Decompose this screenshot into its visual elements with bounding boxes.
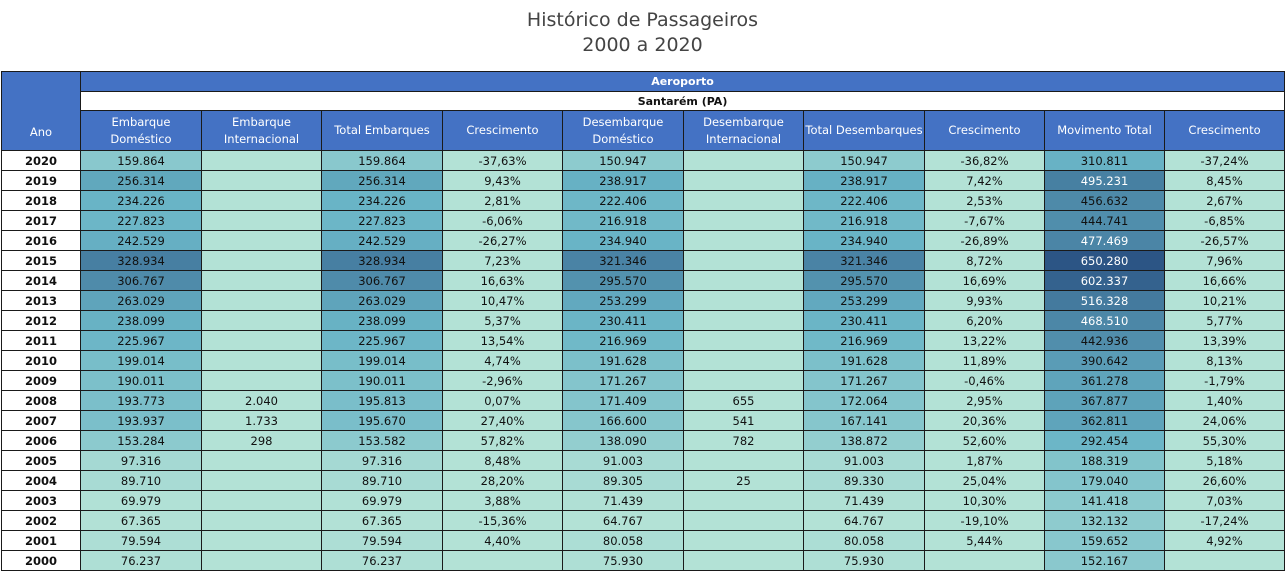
year-cell: 2019	[2, 171, 81, 191]
cell-total-emb: 159.864	[322, 151, 443, 171]
cell-mov-total: 310.811	[1045, 151, 1165, 171]
cell-emb-dom: 306.767	[81, 271, 202, 291]
table-row	[2, 551, 1285, 571]
cell-total-emb: 67.365	[322, 511, 443, 531]
cell-des-int	[684, 371, 804, 391]
cell-emb-dom: 263.029	[81, 291, 202, 311]
table-row	[2, 291, 1285, 311]
cell-cresc-emb: -2,96%	[443, 371, 563, 391]
cell-cresc-emb: 4,40%	[443, 531, 563, 551]
cell-cresc-emb: 9,43%	[443, 171, 563, 191]
airport-name-header: Santarém (PA)	[81, 92, 1285, 111]
cell-cresc-mov: 1,40%	[1165, 391, 1285, 411]
cell-emb-int	[202, 291, 322, 311]
cell-des-dom: 150.947	[563, 151, 684, 171]
year-cell: 2020	[2, 151, 81, 171]
cell-emb-int	[202, 511, 322, 531]
cell-des-int	[684, 311, 804, 331]
cell-des-int: 25	[684, 471, 804, 491]
cell-cresc-emb: 13,54%	[443, 331, 563, 351]
cell-total-des: 191.628	[804, 351, 925, 371]
cell-des-dom: 321.346	[563, 251, 684, 271]
cell-total-des: 91.003	[804, 451, 925, 471]
cell-total-emb: 242.529	[322, 231, 443, 251]
cell-emb-int	[202, 331, 322, 351]
cell-cresc-des: -7,67%	[925, 211, 1045, 231]
cell-des-int	[684, 291, 804, 311]
cell-emb-int	[202, 231, 322, 251]
cell-total-des: 138.872	[804, 431, 925, 451]
year-cell: 2018	[2, 191, 81, 211]
table-row	[2, 231, 1285, 251]
cell-des-dom: 171.409	[563, 391, 684, 411]
cell-des-int	[684, 531, 804, 551]
cell-total-emb: 89.710	[322, 471, 443, 491]
cell-emb-dom: 227.823	[81, 211, 202, 231]
cell-total-emb: 238.099	[322, 311, 443, 331]
cell-cresc-mov: 13,39%	[1165, 331, 1285, 351]
cell-emb-int	[202, 351, 322, 371]
cell-total-emb: 190.011	[322, 371, 443, 391]
cell-total-emb: 79.594	[322, 531, 443, 551]
table-row	[2, 251, 1285, 271]
table-row	[2, 371, 1285, 391]
table-row	[2, 211, 1285, 231]
cell-emb-int	[202, 251, 322, 271]
year-cell: 2005	[2, 451, 81, 471]
cell-cresc-emb: -15,36%	[443, 511, 563, 531]
cell-mov-total: 367.877	[1045, 391, 1165, 411]
cell-mov-total: 444.741	[1045, 211, 1165, 231]
year-header: Ano	[2, 72, 81, 151]
cell-des-int: 541	[684, 411, 804, 431]
cell-cresc-des: 2,53%	[925, 191, 1045, 211]
cell-cresc-des: -26,89%	[925, 231, 1045, 251]
cell-cresc-emb: 57,82%	[443, 431, 563, 451]
year-cell: 2016	[2, 231, 81, 251]
cell-emb-dom: 89.710	[81, 471, 202, 491]
cell-des-int: 655	[684, 391, 804, 411]
cell-mov-total: 456.632	[1045, 191, 1165, 211]
cell-emb-int	[202, 531, 322, 551]
cell-emb-dom: 67.365	[81, 511, 202, 531]
table-row	[2, 491, 1285, 511]
cell-total-des: 75.930	[804, 551, 925, 571]
cell-cresc-emb: -37,63%	[443, 151, 563, 171]
table-row	[2, 331, 1285, 351]
year-cell: 2010	[2, 351, 81, 371]
year-cell: 2001	[2, 531, 81, 551]
cell-des-int	[684, 511, 804, 531]
cell-total-emb: 199.014	[322, 351, 443, 371]
cell-cresc-des: 7,42%	[925, 171, 1045, 191]
cell-mov-total: 468.510	[1045, 311, 1165, 331]
cell-emb-dom: 328.934	[81, 251, 202, 271]
cell-total-emb: 306.767	[322, 271, 443, 291]
table-row	[2, 391, 1285, 411]
cell-mov-total: 141.418	[1045, 491, 1165, 511]
cell-total-des: 321.346	[804, 251, 925, 271]
cell-cresc-des: 16,69%	[925, 271, 1045, 291]
cell-des-int	[684, 331, 804, 351]
cell-total-emb: 153.582	[322, 431, 443, 451]
cell-emb-dom: 193.937	[81, 411, 202, 431]
cell-emb-dom: 225.967	[81, 331, 202, 351]
year-cell: 2007	[2, 411, 81, 431]
cell-total-des: 216.969	[804, 331, 925, 351]
cell-total-emb: 225.967	[322, 331, 443, 351]
cell-des-dom: 216.969	[563, 331, 684, 351]
cell-cresc-mov: 8,45%	[1165, 171, 1285, 191]
column-header-cresc-emb: Crescimento	[443, 111, 563, 151]
cell-cresc-mov: 5,77%	[1165, 311, 1285, 331]
cell-des-dom: 138.090	[563, 431, 684, 451]
cell-cresc-des: 8,72%	[925, 251, 1045, 271]
cell-cresc-mov	[1165, 551, 1285, 571]
table-row	[2, 531, 1285, 551]
cell-emb-dom: 234.226	[81, 191, 202, 211]
table-row	[2, 431, 1285, 451]
year-cell: 2004	[2, 471, 81, 491]
cell-cresc-emb: -26,27%	[443, 231, 563, 251]
cell-mov-total: 390.642	[1045, 351, 1165, 371]
cell-mov-total: 361.278	[1045, 371, 1165, 391]
cell-cresc-des: 10,30%	[925, 491, 1045, 511]
table-row	[2, 151, 1285, 171]
cell-cresc-emb: 28,20%	[443, 471, 563, 491]
cell-total-des: 216.918	[804, 211, 925, 231]
cell-total-des: 71.439	[804, 491, 925, 511]
cell-cresc-mov: -37,24%	[1165, 151, 1285, 171]
cell-des-dom: 71.439	[563, 491, 684, 511]
cell-cresc-des: 13,22%	[925, 331, 1045, 351]
page-subtitle: 2000 a 2020	[582, 34, 703, 56]
cell-cresc-emb: 10,47%	[443, 291, 563, 311]
table-row	[2, 351, 1285, 371]
cell-emb-int	[202, 551, 322, 571]
column-header-total-des: Total Desembarques	[804, 111, 925, 151]
table-row	[2, 271, 1285, 291]
cell-cresc-emb	[443, 551, 563, 571]
cell-des-dom: 230.411	[563, 311, 684, 331]
cell-des-dom: 171.267	[563, 371, 684, 391]
cell-cresc-emb: 4,74%	[443, 351, 563, 371]
cell-des-int	[684, 271, 804, 291]
cell-cresc-des: 5,44%	[925, 531, 1045, 551]
cell-des-dom: 234.940	[563, 231, 684, 251]
cell-cresc-emb: 3,88%	[443, 491, 563, 511]
cell-emb-dom: 238.099	[81, 311, 202, 331]
cell-total-emb: 227.823	[322, 211, 443, 231]
cell-mov-total: 442.936	[1045, 331, 1165, 351]
column-header-emb-int: Embarque Internacional	[202, 111, 322, 151]
cell-cresc-mov: -17,24%	[1165, 511, 1285, 531]
cell-emb-int: 298	[202, 431, 322, 451]
cell-total-des: 253.299	[804, 291, 925, 311]
cell-cresc-des: 2,95%	[925, 391, 1045, 411]
cell-total-emb: 256.314	[322, 171, 443, 191]
column-header-des-int: Desembarque Internacional	[684, 111, 804, 151]
year-cell: 2013	[2, 291, 81, 311]
cell-emb-int	[202, 191, 322, 211]
cell-des-int	[684, 191, 804, 211]
column-header-des-dom: Desembarque Doméstico	[563, 111, 684, 151]
cell-des-int	[684, 451, 804, 471]
column-header-total-emb: Total Embarques	[322, 111, 443, 151]
cell-total-des: 295.570	[804, 271, 925, 291]
cell-emb-int	[202, 471, 322, 491]
cell-des-int	[684, 171, 804, 191]
cell-emb-dom: 193.773	[81, 391, 202, 411]
cell-mov-total: 477.469	[1045, 231, 1165, 251]
cell-cresc-mov: 10,21%	[1165, 291, 1285, 311]
cell-cresc-des	[925, 551, 1045, 571]
cell-mov-total: 132.132	[1045, 511, 1165, 531]
cell-total-des: 171.267	[804, 371, 925, 391]
cell-des-int	[684, 351, 804, 371]
cell-emb-dom: 69.979	[81, 491, 202, 511]
cell-mov-total: 152.167	[1045, 551, 1165, 571]
cell-mov-total: 516.328	[1045, 291, 1165, 311]
cell-des-int: 782	[684, 431, 804, 451]
table-row	[2, 471, 1285, 491]
cell-des-dom: 216.918	[563, 211, 684, 231]
cell-cresc-emb: 16,63%	[443, 271, 563, 291]
cell-cresc-mov: -1,79%	[1165, 371, 1285, 391]
cell-emb-int	[202, 311, 322, 331]
cell-des-dom: 64.767	[563, 511, 684, 531]
year-cell: 2003	[2, 491, 81, 511]
cell-emb-int	[202, 171, 322, 191]
column-header-emb-dom: Embarque Doméstico	[81, 111, 202, 151]
cell-cresc-emb: 8,48%	[443, 451, 563, 471]
cell-des-dom: 75.930	[563, 551, 684, 571]
airport-group-header: Aeroporto	[81, 72, 1285, 92]
year-cell: 2015	[2, 251, 81, 271]
cell-des-dom: 253.299	[563, 291, 684, 311]
cell-cresc-des: -19,10%	[925, 511, 1045, 531]
cell-emb-dom: 242.529	[81, 231, 202, 251]
cell-emb-dom: 256.314	[81, 171, 202, 191]
cell-emb-dom: 153.284	[81, 431, 202, 451]
cell-emb-dom: 76.237	[81, 551, 202, 571]
cell-des-dom: 238.917	[563, 171, 684, 191]
cell-total-des: 222.406	[804, 191, 925, 211]
cell-cresc-mov: 8,13%	[1165, 351, 1285, 371]
cell-cresc-mov: 5,18%	[1165, 451, 1285, 471]
cell-mov-total: 179.040	[1045, 471, 1165, 491]
cell-emb-int	[202, 271, 322, 291]
cell-des-dom: 80.058	[563, 531, 684, 551]
column-header-cresc-des: Crescimento	[925, 111, 1045, 151]
page-title: Histórico de Passageiros	[526, 9, 759, 31]
passenger-history-table	[1, 71, 1285, 571]
cell-emb-dom: 199.014	[81, 351, 202, 371]
cell-total-des: 172.064	[804, 391, 925, 411]
year-cell: 2002	[2, 511, 81, 531]
cell-cresc-mov: 55,30%	[1165, 431, 1285, 451]
cell-des-int	[684, 151, 804, 171]
year-cell: 2012	[2, 311, 81, 331]
cell-cresc-emb: 27,40%	[443, 411, 563, 431]
cell-cresc-emb: 5,37%	[443, 311, 563, 331]
cell-cresc-des: -36,82%	[925, 151, 1045, 171]
cell-emb-int: 1.733	[202, 411, 322, 431]
cell-des-dom: 191.628	[563, 351, 684, 371]
cell-cresc-mov: 7,96%	[1165, 251, 1285, 271]
year-cell: 2011	[2, 331, 81, 351]
cell-cresc-mov: -26,57%	[1165, 231, 1285, 251]
cell-emb-int	[202, 451, 322, 471]
cell-des-dom: 222.406	[563, 191, 684, 211]
cell-total-emb: 69.979	[322, 491, 443, 511]
cell-emb-dom: 190.011	[81, 371, 202, 391]
column-header-cresc-mov: Crescimento	[1165, 111, 1285, 151]
cell-total-emb: 328.934	[322, 251, 443, 271]
cell-total-emb: 195.813	[322, 391, 443, 411]
cell-emb-int: 2.040	[202, 391, 322, 411]
cell-emb-int	[202, 491, 322, 511]
cell-emb-dom: 159.864	[81, 151, 202, 171]
cell-des-int	[684, 491, 804, 511]
cell-des-dom: 166.600	[563, 411, 684, 431]
table-row	[2, 511, 1285, 531]
cell-total-emb: 97.316	[322, 451, 443, 471]
cell-des-int	[684, 211, 804, 231]
cell-emb-int	[202, 371, 322, 391]
cell-mov-total: 292.454	[1045, 431, 1165, 451]
cell-total-emb: 195.670	[322, 411, 443, 431]
cell-total-des: 150.947	[804, 151, 925, 171]
year-cell: 2006	[2, 431, 81, 451]
cell-des-dom: 295.570	[563, 271, 684, 291]
column-header-mov-total: Movimento Total	[1045, 111, 1165, 151]
cell-cresc-emb: -6,06%	[443, 211, 563, 231]
cell-des-int	[684, 551, 804, 571]
year-cell: 2014	[2, 271, 81, 291]
cell-emb-int	[202, 211, 322, 231]
cell-mov-total: 188.319	[1045, 451, 1165, 471]
cell-cresc-mov: 26,60%	[1165, 471, 1285, 491]
cell-cresc-des: 9,93%	[925, 291, 1045, 311]
year-cell: 2008	[2, 391, 81, 411]
cell-emb-dom: 97.316	[81, 451, 202, 471]
year-cell: 2000	[2, 551, 81, 571]
cell-mov-total: 602.337	[1045, 271, 1165, 291]
cell-total-des: 234.940	[804, 231, 925, 251]
cell-total-emb: 263.029	[322, 291, 443, 311]
cell-des-dom: 89.305	[563, 471, 684, 491]
cell-cresc-mov: 2,67%	[1165, 191, 1285, 211]
table-row	[2, 191, 1285, 211]
cell-total-des: 238.917	[804, 171, 925, 191]
cell-cresc-des: 6,20%	[925, 311, 1045, 331]
year-cell: 2017	[2, 211, 81, 231]
cell-des-int	[684, 231, 804, 251]
cell-cresc-des: 25,04%	[925, 471, 1045, 491]
table-row	[2, 171, 1285, 191]
cell-emb-int	[202, 151, 322, 171]
cell-total-des: 89.330	[804, 471, 925, 491]
cell-des-dom: 91.003	[563, 451, 684, 471]
cell-cresc-mov: 7,03%	[1165, 491, 1285, 511]
cell-mov-total: 650.280	[1045, 251, 1165, 271]
cell-cresc-des: 1,87%	[925, 451, 1045, 471]
cell-cresc-mov: 24,06%	[1165, 411, 1285, 431]
cell-cresc-mov: 16,66%	[1165, 271, 1285, 291]
cell-total-emb: 234.226	[322, 191, 443, 211]
cell-cresc-mov: -6,85%	[1165, 211, 1285, 231]
cell-des-int	[684, 251, 804, 271]
year-cell: 2009	[2, 371, 81, 391]
cell-mov-total: 159.652	[1045, 531, 1165, 551]
cell-total-des: 80.058	[804, 531, 925, 551]
cell-cresc-des: -0,46%	[925, 371, 1045, 391]
cell-total-des: 167.141	[804, 411, 925, 431]
table-row	[2, 451, 1285, 471]
cell-emb-dom: 79.594	[81, 531, 202, 551]
cell-cresc-emb: 0,07%	[443, 391, 563, 411]
cell-cresc-des: 20,36%	[925, 411, 1045, 431]
cell-cresc-mov: 4,92%	[1165, 531, 1285, 551]
table-row	[2, 311, 1285, 331]
cell-total-des: 64.767	[804, 511, 925, 531]
cell-cresc-emb: 7,23%	[443, 251, 563, 271]
cell-total-des: 230.411	[804, 311, 925, 331]
cell-total-emb: 76.237	[322, 551, 443, 571]
cell-mov-total: 495.231	[1045, 171, 1165, 191]
cell-mov-total: 362.811	[1045, 411, 1165, 431]
cell-cresc-des: 52,60%	[925, 431, 1045, 451]
table-row	[2, 411, 1285, 431]
cell-cresc-emb: 2,81%	[443, 191, 563, 211]
cell-cresc-des: 11,89%	[925, 351, 1045, 371]
